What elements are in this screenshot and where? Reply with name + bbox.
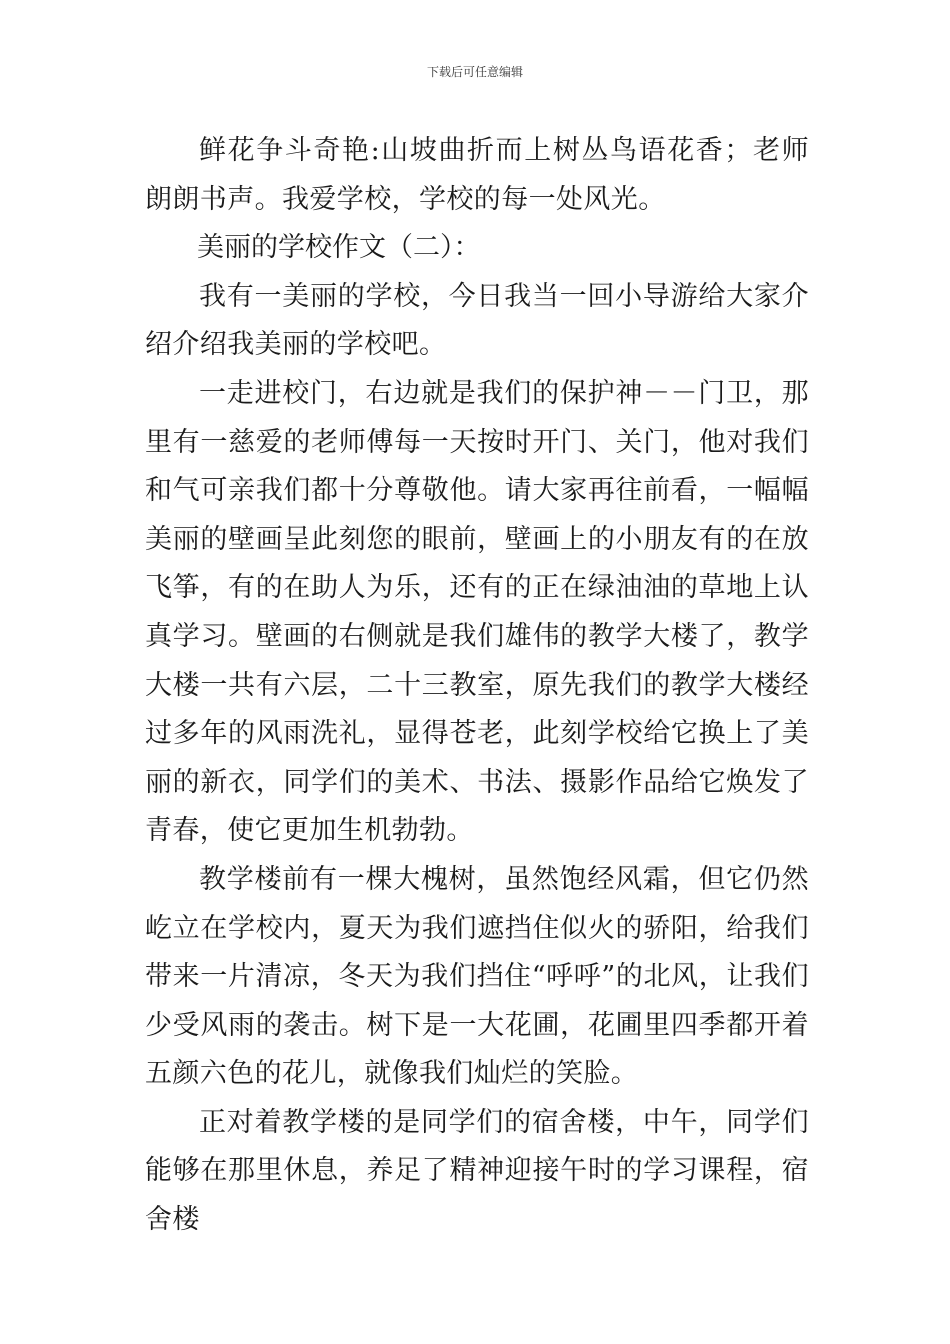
paragraph-intro: 我有一美丽的学校，今日我当一回小导游给大家介绍介绍我美丽的学校吧。 <box>145 280 809 361</box>
paragraph-gate-mural: 一走进校门，右边就是我们的保护神－－门卫，那里有一慈爱的老师傅每一天按时开门、关门，他对我们和气可亲我们都十分尊敬他。请大家再往前看，一幅幅美丽的壁画呈此刻您的眼前，壁画上的小朋友有的在放飞筝，有的在助人为乐，还有的正在绿油油的草地上认真学习。壁画的右侧就是我们雄伟的教学大楼了，教学大楼一共有六层，二十三教室，原先我们的教学大楼经过多年的风雨洗礼，显得苍老，此刻学校给它换上了美丽的新衣，同学们的美术、书法、摄影作品给它焕发了青春，使它更加生机勃勃。 <box>145 377 809 847</box>
paragraph-dormitory: 正对着教学楼的是同学们的宿舍楼，中午，同学们能够在那里休息，养足了精神迎接午时的学习课程，宿舍楼 <box>145 1106 809 1236</box>
document-body <box>145 127 809 1245</box>
paragraph-continuation: 鲜花争斗奇艳:山坡曲折而上树丛鸟语花香；老师朗朗书声。我爱学校，学校的每一处风光。 <box>145 135 809 215</box>
page-header-note: 下载后可任意编辑 <box>426 65 523 79</box>
paragraph-tree-garden: 教学楼前有一棵大槐树，虽然饱经风霜，但它仍然屹立在学校内，夏天为我们遮挡住似火的骄阳，给我们带来一片清凉，冬天为我们挡住“呼呼”的北风，让我们少受风雨的袭击。树下是一大花圃，花圃里四季都开着五颜六色的花儿，就像我们灿烂的笑脸。 <box>145 863 809 1090</box>
section-heading: 美丽的学校作文（二）： <box>197 232 481 264</box>
